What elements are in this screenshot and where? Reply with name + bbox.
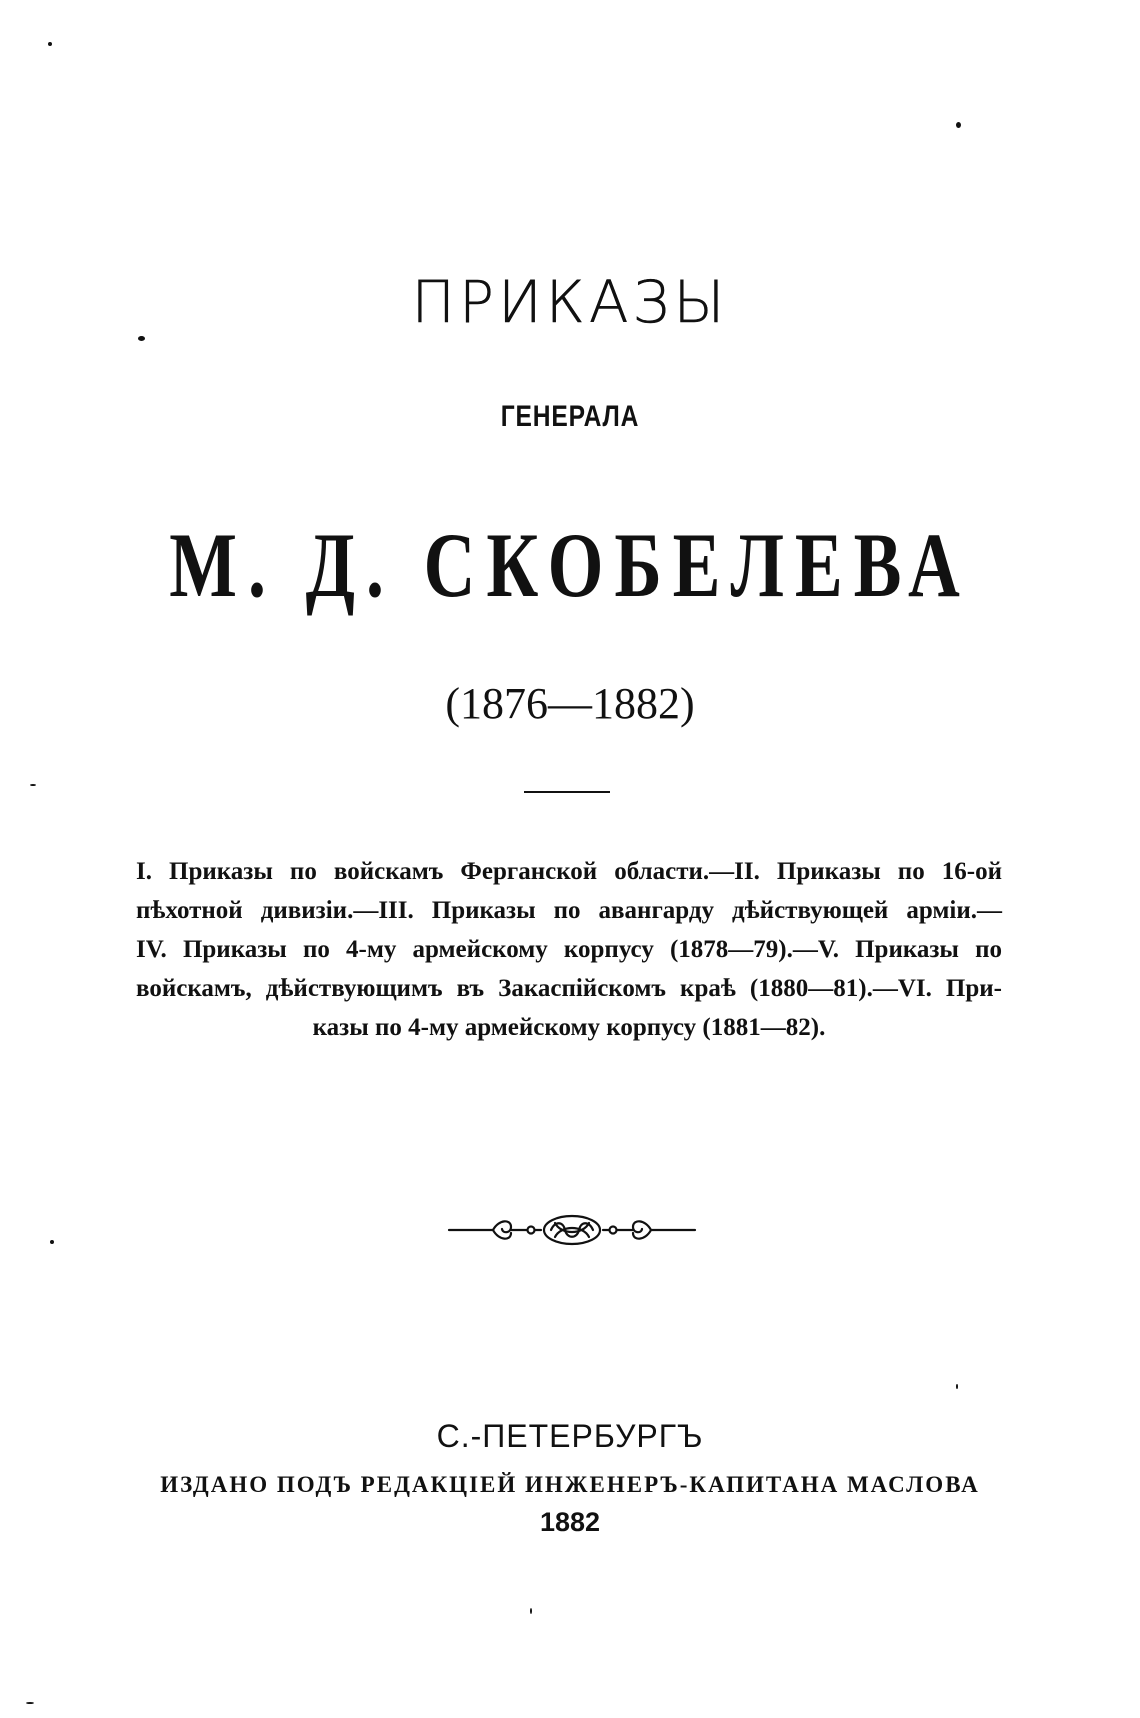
scroll-ornament-icon (447, 1207, 697, 1253)
publication-year: 1882 (539, 1507, 601, 1537)
book-title: ПРИКАЗЫ (411, 268, 729, 336)
contents-line: войскамъ, дѣйствующимъ въ Закаспійскомъ краѣ (1880—81).—VI. При- (136, 975, 1002, 1002)
separator-rule (524, 791, 610, 793)
ink-speck (30, 784, 36, 786)
ink-speck (48, 42, 52, 46)
years-range: (1876—1882) (445, 679, 695, 728)
contents-line: IV. Приказы по 4-му армейскому корпусу (1878—79).—V. Приказы по (136, 936, 1002, 963)
ink-speck (530, 1608, 532, 1614)
ink-speck (26, 1702, 34, 1704)
book-subtitle: ГЕНЕРАЛА (500, 400, 640, 433)
ink-speck (50, 1240, 54, 1244)
city: С.-ПЕТЕРБУРГЪ (436, 1418, 704, 1454)
ink-speck (138, 336, 145, 341)
contents-line: казы по 4-му армейскому корпусу (1881—82). (312, 1014, 826, 1041)
contents-line: пѣхотной дивизіи.—III. Приказы по авангарду дѣйствующей арміи.— (136, 897, 1002, 924)
publisher-line: ИЗДАНО ПОДЪ РЕДАКЦІЕЙ ИНЖЕНЕРЪ-КАПИТАНА МАСЛОВА (160, 1472, 980, 1497)
ink-speck (956, 122, 961, 128)
author-name: М. Д. СКОБЕЛЕВА (169, 514, 971, 616)
ink-speck (956, 1384, 958, 1389)
contents-paragraph (136, 852, 1002, 1047)
contents-line: I. Приказы по войскамъ Ферганской области.—II. Приказы по 16-ой (136, 858, 1002, 885)
